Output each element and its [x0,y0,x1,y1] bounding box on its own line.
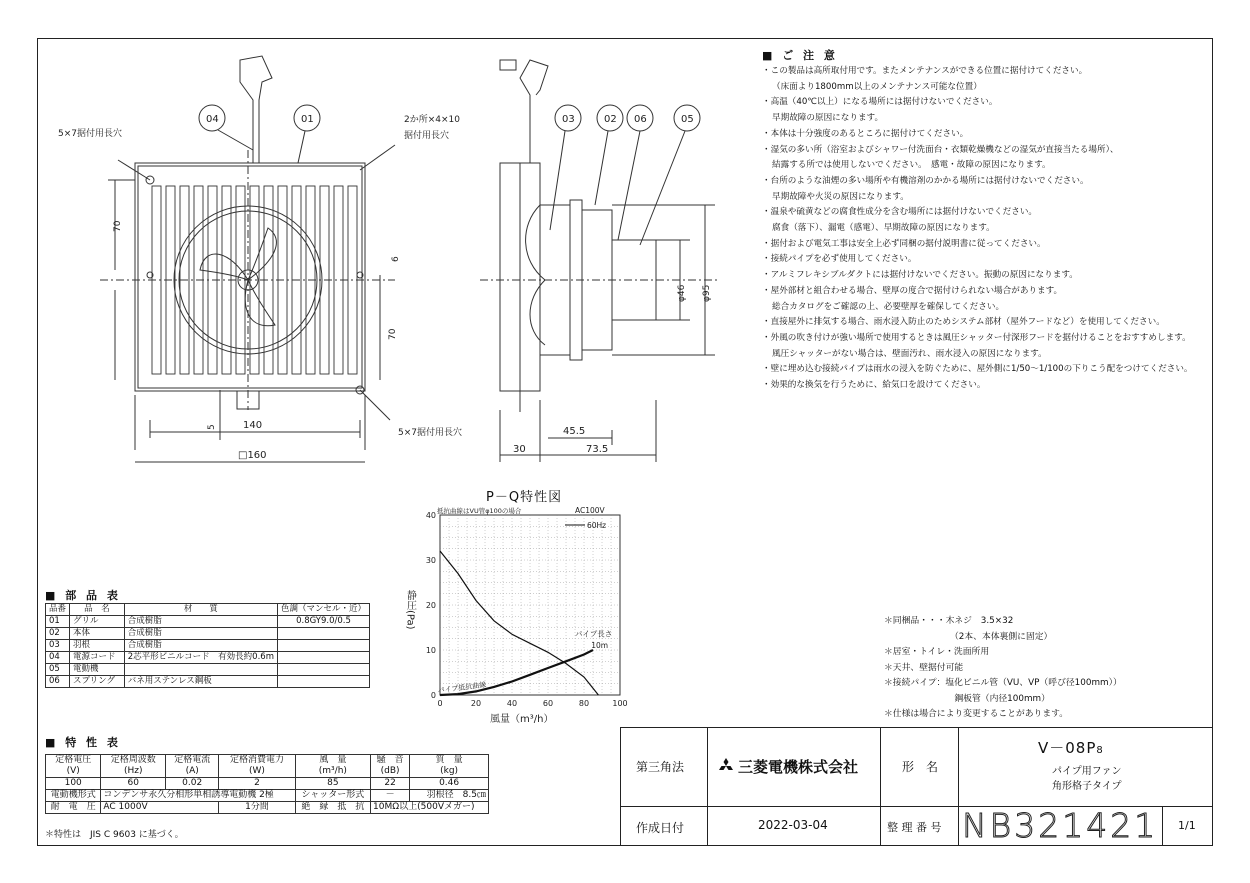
x-tick-label: 60 [542,699,554,708]
note-line: ・効果的な換気を行うために、給気口を設けてください。 [762,380,986,391]
spec-header-unit: (m³/h) [318,766,347,776]
note-line: （床面より1800mm以上のメンテナンス可能な位置） [772,81,982,92]
mitsubishi-logo-icon [717,758,735,778]
parts-row [46,676,370,688]
motor-label: 電動機形式 [46,790,101,802]
date-value: 2022-03-04 [758,818,828,832]
parts-cell: 合成樹脂 [124,640,277,652]
parts-cell: グリル [70,616,125,628]
note-line: ・この製品は高所取付用です。またメンテナンスができる位置に据付けてください。 [762,66,1088,76]
spec-header [101,755,166,778]
note-line: ・外風の吹き付けが強い場所で使用するときは風圧シャッター付深形フードを据付けることをおすすめします。 [762,332,1191,343]
note-line: ・温泉や硫黄などの腐食性成分を含む場所には据付けないでください。 [762,207,1038,218]
spec-value: 100 [46,778,101,790]
parts-cell: 0.8GY9.0/0.5 [277,616,369,628]
label-slot-tr1: 2か所×4×10 [404,115,460,125]
note-line: ・壁に埋め込む接続パイプは雨水の浸入を防ぐために、屋外側に1/50～1/100の下りこう配をつけてください。 [762,364,1193,375]
parts-cell: 合成樹脂 [124,616,277,628]
model-number: V－08P8 [1038,739,1104,757]
label-p06: 06 [634,114,647,125]
parts-cell [277,640,369,652]
spec-header [410,755,489,778]
chart-voltage: AC100V [575,506,605,515]
caution-notes [762,47,1202,394]
parts-cell [277,628,369,640]
parts-header: 色調（マンセル・近） [277,604,369,616]
y-tick-label: 40 [425,511,436,520]
parts-cell: 電動機 [70,664,125,676]
pq-chart [398,500,638,732]
spec-header-unit: (A) [185,766,199,776]
parts-cell: 電源コード [70,652,125,664]
dim-70-top: 70 [113,220,123,232]
spec-header-label: 質 量 [435,755,463,765]
spec-header-label: 定格電圧 [55,755,92,765]
notes-title: ■ ご 注 意 [762,49,838,62]
blade-value: 8.5㎝ [462,790,486,800]
spec-header [219,755,295,778]
note-line: ・台所のような油煙の多い場所や有機溶剤のかかる場所には据付けないでください。 [762,175,1089,186]
right-notes [884,614,1122,723]
note-line: 腐食（落下）、漏電（感電）、早期故障の原因になります。 [772,223,995,234]
note-line: 早期故障や火災の原因になります。 [772,191,909,202]
spec-note: ＊天井、壁据付可能 [884,662,964,673]
parts-row [46,628,370,640]
spec-header [295,755,370,778]
spec-header-label: 風 量 [319,755,347,765]
y-tick-label: 0 [430,691,436,700]
label-slot-tr2: 据付用長穴 [404,131,450,141]
blade-cell [410,790,489,802]
dim-30: 30 [513,444,526,455]
pq-title: P－Q特性図 [486,490,563,505]
company-name: 三菱電機株式会社 [717,756,858,778]
dim-73-5: 73.5 [586,444,609,455]
x-tick-label: 20 [470,699,482,708]
dim-phi46: φ46 [677,284,687,302]
note-line: ・据付および電気工事は安全上必ず同梱の据付説明書に従ってください。 [762,238,1046,249]
spec-note: （2本、本体裏側に固定） [884,631,1053,642]
note-line: ・屋外部材と組合わせる場合、壁厚の度合で据付けられない場合があります。 [762,285,1063,296]
spec-header-label: 定格周波数 [110,755,156,765]
y-tick-label: 20 [425,601,436,610]
fan-drawing [0,0,760,470]
parts-cell [277,652,369,664]
y-axis-label: 静圧(Pa) [404,590,416,630]
spec-header-label: 定格消費電力 [229,755,284,765]
spec-value: 85 [295,778,370,790]
dim-70-bottom: 70 [388,328,398,340]
dim-6: 6 [391,256,401,262]
spec-note: 鋼板管（内径100mm） [884,693,1050,704]
parts-row [46,640,370,652]
note-line: ・接続パイプを必ず使用してください。 [762,254,917,265]
dim-140: 140 [243,420,263,431]
parts-row [46,664,370,676]
drawing-number: NB321421 [962,806,1159,845]
parts-header: 品番 [46,604,70,616]
parts-cell: バネ用ステンレス鋼板 [124,676,277,688]
label-p05: 05 [681,114,694,125]
parts-table [45,603,370,688]
spec-header-unit: (W) [249,766,265,776]
parts-row [46,616,370,628]
parts-header: 材 質 [124,604,277,616]
x-tick-label: 0 [437,699,443,708]
parts-cell: 06 [46,676,70,688]
legend-label: 60Hz [587,521,607,530]
model-label: 形 名 [902,760,939,774]
spec-header-unit: (kg) [440,766,459,776]
note-line: ・湿気の多い所（浴室およびシャワー付洗面台・衣類乾燥機などの湿気が直接当たる場所）、 [762,144,1119,155]
blade-label: 羽根径 [426,790,454,800]
page-number: 1/1 [1178,819,1196,832]
spec-value: 60 [101,778,166,790]
note-line: 早期故障の原因になります。 [772,113,884,124]
label-p02: 02 [604,114,617,125]
spec-title: ■ 特 性 表 [45,736,121,749]
number-label: 整 理 番 号 [887,821,942,834]
dim-45-5: 45.5 [563,426,586,437]
x-tick-label: 40 [506,699,518,708]
parts-cell: 本体 [70,628,125,640]
parts-cell [277,676,369,688]
y-tick-label: 10 [425,646,436,655]
shutter-label: シャッター形式 [295,790,370,802]
spec-header [371,755,410,778]
spec-value: 22 [371,778,410,790]
parts-header: 品 名 [70,604,125,616]
side-body [500,163,520,391]
spec-header-unit: (V) [66,766,80,776]
parts-cell [124,664,277,676]
spec-table [45,754,489,814]
parts-cell: スプリング [70,676,125,688]
insulation-label: 絶 縁 抵 抗 [295,802,370,814]
parts-cell: 2芯平形ビニルコード 有効長約0.6m [124,652,277,664]
dim-160: □160 [238,450,267,461]
note-line: 総合カタログをご確認の上、必要壁厚を確保してください。 [772,301,1005,312]
spec-note: ＊居室・トイレ・洗面所用 [884,647,990,657]
spec-footnote: ＊特性は JIS C 9603 に基づく。 [45,830,184,840]
parts-cell: 羽根 [70,640,125,652]
spec-header [166,755,219,778]
spec-header-label: 定格電流 [174,755,211,765]
parts-cell: 01 [46,616,70,628]
insulation-value: 10MΩ以上(500Vメガー) [371,802,489,814]
note-line: ・直接屋外に排気する場合、雨水浸入防止のためシステム部材（屋外フードなど）を使用してください。 [762,317,1165,328]
note-line: 結露する所では使用しないでください。 感電・故障の原因になります。 [772,160,1051,171]
spec-value: 0.46 [410,778,489,790]
pipe-length-value: 10m [591,640,609,650]
label-p04: 04 [206,114,219,125]
note-line: ・アルミフレキシブルダクトには据付けないでください。振動の原因になります。 [762,270,1078,281]
fan-curve-line [440,551,598,695]
parts-cell: 合成樹脂 [124,628,277,640]
spec-header-unit: (Hz) [124,766,143,776]
spec-value: 2 [219,778,295,790]
voltage-label: 耐 電 圧 [46,802,101,814]
parts-cell: 03 [46,640,70,652]
spec-header-unit: (dB) [380,766,400,776]
shutter-value: － [371,790,410,802]
parts-row [46,652,370,664]
chart-note: 抵抗曲線はVU管φ100の場合 [437,507,522,515]
spec-header [46,755,101,778]
voltage-value: AC 1000V [101,802,219,814]
voltage-time: 1分間 [219,802,295,814]
note-line: ・高温（40℃以上）になる場所には据付けないでください。 [762,97,998,108]
x-axis-label: 風量（m³/h） [490,714,554,725]
note-line: ・本体は十分強度のあるところに据付けてください。 [762,128,969,139]
parts-cell: 02 [46,628,70,640]
label-slot-br: 5×7据付用長穴 [398,428,462,438]
dim-5: 5 [207,424,217,430]
parts-cell [277,664,369,676]
motor-value: コンデンサ永久分相形単相誘導電動機 2極 [101,790,295,802]
x-tick-label: 80 [578,699,590,708]
note-line: 風圧シャッターがない場合は、壁面汚れ、雨水浸入の原因になります。 [772,348,1047,359]
x-tick-label: 100 [612,699,628,708]
resistance-curve-label: パイプ抵抗曲線 [437,680,487,695]
parts-cell: 04 [46,652,70,664]
label-p01: 01 [301,114,314,125]
model-desc-1: パイプ用ファン [1052,766,1122,777]
y-tick-label: 30 [425,556,436,565]
parts-cell: 05 [46,664,70,676]
date-label: 作成日付 [636,821,685,835]
spec-note: ＊同梱品・・・木ネジ 3.5×32 [884,616,1014,626]
parts-title: ■ 部 品 表 [45,589,121,602]
label-slot-tl: 5×7据付用長穴 [58,129,122,139]
label-p03: 03 [562,114,575,125]
spec-note: ＊仕様は場合により変更することがあります。 [884,709,1069,719]
model-desc-2: 角形格子タイプ [1052,781,1122,792]
dim-phi95: φ95 [702,284,712,302]
pipe-length-label: パイプ長さ [575,629,613,639]
projection: 第三角法 [636,760,685,774]
spec-note: ＊接続パイプ：塩化ビニル管（VU、VP（呼び径100mm）） [884,678,1122,688]
spec-value: 0.02 [166,778,219,790]
spec-header-label: 騒 音 [376,755,404,765]
